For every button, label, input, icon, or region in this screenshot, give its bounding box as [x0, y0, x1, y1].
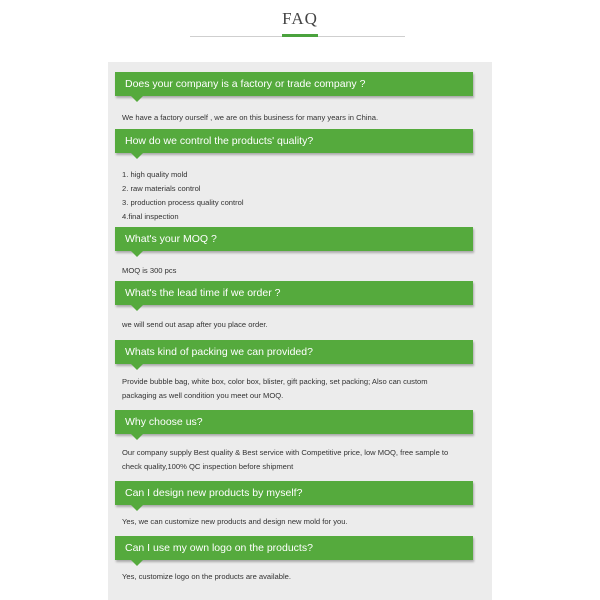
answer-line: Provide bubble bag, white box, color box, blister, gift packing, set packing; Also can custom [122, 377, 428, 386]
answer-line: packaging as well condition you meet our MOQ. [122, 391, 284, 400]
faq-answer-packing [122, 375, 484, 403]
answer-line: Our company supply Best quality & Best service with Competitive price, low MOQ, free sample to [122, 448, 449, 457]
faq-question-quality: How do we control the products' quality? [115, 129, 473, 153]
answer-line: 2. raw materials control [122, 184, 201, 193]
faq-question-logo: Can I use my own logo on the products? [115, 536, 473, 560]
faq-answer-lead-time [122, 318, 484, 332]
faq-answer-logo [122, 570, 484, 584]
faq-answer-why-us [122, 446, 484, 474]
title-accent-bar [282, 34, 318, 37]
answer-line: Yes, customize logo on the products are available. [122, 572, 291, 581]
faq-question-factory: Does your company is a factory or trade company ? [115, 72, 473, 96]
faq-question-moq: What's your MOQ ? [115, 227, 473, 251]
faq-answer-factory [122, 111, 484, 125]
faq-answer-moq [122, 264, 484, 278]
faq-question-packing: Whats kind of packing we can provided? [115, 340, 473, 364]
faq-panel [108, 62, 492, 600]
faq-question-design: Can I design new products by myself? [115, 481, 473, 505]
page-title: FAQ [282, 9, 318, 28]
faq-answer-quality [122, 168, 484, 224]
faq-question-why-us: Why choose us? [115, 410, 473, 434]
faq-question-lead-time: What's the lead time if we order ? [115, 281, 473, 305]
answer-line: 1. high quality mold [122, 170, 188, 179]
answer-line: MOQ is 300 pcs [122, 266, 177, 275]
answer-line: check quality,100% QC inspection before shipment [122, 462, 294, 471]
answer-line: Yes, we can customize new products and design new mold for you. [122, 517, 348, 526]
faq-answer-design [122, 515, 484, 529]
answer-line: 3. production process quality control [122, 198, 244, 207]
answer-line: we will send out asap after you place order. [122, 320, 268, 329]
answer-line: 4.final inspection [122, 212, 179, 221]
answer-line: We have a factory ourself , we are on this business for many years in China. [122, 113, 379, 122]
